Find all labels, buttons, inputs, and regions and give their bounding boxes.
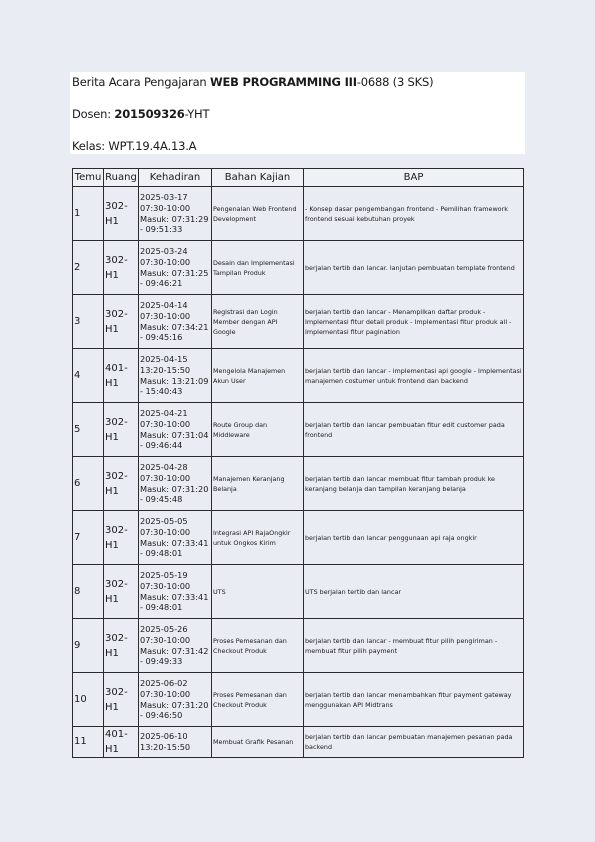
attendance-date: 2025-04-14 <box>140 300 188 311</box>
attendance <box>139 295 212 349</box>
column-header-bahan-kajian: Bahan Kajian <box>212 169 304 187</box>
meeting-number: 2 <box>73 241 104 295</box>
attendance <box>139 619 212 673</box>
teaching-record-table <box>72 168 524 758</box>
room: 401-H1 <box>104 727 139 758</box>
attendance <box>139 457 212 511</box>
room: 302-H1 <box>104 673 139 727</box>
study-topic: Manajemen Keranjang Belanja <box>212 457 304 511</box>
attendance-date: 2025-03-17 <box>140 192 188 203</box>
attendance-time: 13:20-15:50 <box>140 364 191 375</box>
class-line: Kelas: WPT.19.4A.13.A <box>72 139 197 153</box>
study-topic: Proses Pemesanan dan Checkout Produk <box>212 673 304 727</box>
meeting-number: 9 <box>73 619 104 673</box>
meeting-number: 4 <box>73 349 104 403</box>
attendance-date: 2025-04-15 <box>140 354 188 365</box>
attendance-date: 2025-04-28 <box>140 462 188 473</box>
study-topic: Proses Pemesanan dan Checkout Produk <box>212 619 304 673</box>
attendance-masuk: Masuk: 07:34:21 - 09:45:16 <box>140 321 209 343</box>
table-row <box>73 727 524 758</box>
table-row <box>73 673 524 727</box>
attendance-date: 2025-06-02 <box>140 678 188 689</box>
attendance-date: 2025-05-19 <box>140 570 188 581</box>
room: 401-H1 <box>104 349 139 403</box>
room: 302-H1 <box>104 511 139 565</box>
study-topic: Registrasi dan Login Member dengan API Google <box>212 295 304 349</box>
attendance-time: 07:30-10:00 <box>140 202 191 213</box>
attendance-masuk: Masuk: 07:33:41 - 09:48:01 <box>140 591 209 613</box>
teaching-report: berjalan tertib dan lancar membuat fitur tambah produk ke keranjang belanja dan tampilan keranjang belanja <box>304 457 524 511</box>
room: 302-H1 <box>104 403 139 457</box>
teaching-report: berjalan tertib dan lancar pembuatan fitur edit customer pada frontend <box>304 403 524 457</box>
teaching-report: berjalan tertib dan lancar menambahkan fitur payment gateway menggunakan API Midtrans <box>304 673 524 727</box>
attendance-time: 13:20-15:50 <box>140 742 191 752</box>
attendance-masuk: Masuk: 07:31:29 - 09:51:33 <box>140 213 209 235</box>
meeting-number: 7 <box>73 511 104 565</box>
attendance-time: 07:30-10:00 <box>140 634 191 645</box>
attendance-time: 07:30-10:00 <box>140 310 191 321</box>
attendance <box>139 565 212 619</box>
study-topic: Route Group dan Middleware <box>212 403 304 457</box>
attendance-date: 2025-03-24 <box>140 246 188 257</box>
attendance-masuk: Masuk: 13:21:09 - 15:40:43 <box>140 375 209 397</box>
teaching-report: berjalan tertib dan lancar - implementasi api google - Implementasi manajemen costumer untuk frontend dan backend <box>304 349 524 403</box>
meeting-number: 5 <box>73 403 104 457</box>
attendance-masuk: Masuk: 07:31:04 - 09:46:44 <box>140 429 209 451</box>
attendance-date: 2025-05-05 <box>140 516 188 527</box>
attendance <box>139 727 212 758</box>
meeting-number: 1 <box>73 187 104 241</box>
study-topic: Mengelola Manajemen Akun User <box>212 349 304 403</box>
table-row <box>73 403 524 457</box>
room: 302-H1 <box>104 619 139 673</box>
teaching-report: berjalan tertib dan lancar. lanjutan pembuatan template frontend <box>304 241 524 295</box>
column-header-kehadiran: Kehadiran <box>139 169 212 187</box>
room: 302-H1 <box>104 457 139 511</box>
table-row <box>73 349 524 403</box>
column-header-ruang: Ruang <box>104 169 139 187</box>
room: 302-H1 <box>104 187 139 241</box>
attendance-masuk: Masuk: 07:31:20 - 09:45:48 <box>140 483 209 505</box>
teaching-report: berjalan tertib dan lancar pembuatan manajemen pesanan pada backend <box>304 727 524 758</box>
table-header-row <box>73 169 524 187</box>
lecturer-line: Dosen: 201509326-YHT <box>72 107 210 121</box>
attendance-time: 07:30-10:00 <box>140 688 191 699</box>
attendance-masuk: Masuk: 07:31:25 - 09:46:21 <box>140 267 209 289</box>
study-topic: Desain dan Implementasi Tampilan Produk <box>212 241 304 295</box>
attendance <box>139 241 212 295</box>
study-topic: Pengenalan Web Frontend Development <box>212 187 304 241</box>
attendance <box>139 511 212 565</box>
meeting-number: 3 <box>73 295 104 349</box>
lecturer-id: 201509326 <box>114 107 185 121</box>
document-header <box>70 72 525 154</box>
attendance-date: 2025-06-10 <box>140 731 188 742</box>
room: 302-H1 <box>104 241 139 295</box>
teaching-report: - Konsep dasar pengembangan frontend - Pemilihan framework frontend sesuai kebutuhan proyek <box>304 187 524 241</box>
table-row <box>73 619 524 673</box>
column-header-temu: Temu <box>73 169 104 187</box>
attendance <box>139 673 212 727</box>
attendance-time: 07:30-10:00 <box>140 418 191 429</box>
table-row <box>73 457 524 511</box>
attendance-time: 07:30-10:00 <box>140 580 191 591</box>
attendance-time: 07:30-10:00 <box>140 256 191 267</box>
table-row <box>73 565 524 619</box>
meeting-number: 6 <box>73 457 104 511</box>
table-row <box>73 241 524 295</box>
teaching-report: berjalan tertib dan lancar - Menampilkan daftar produk - Implementasi fitur detail produk - Implementasi fitur produk all - Implementasi fitur pagination <box>304 295 524 349</box>
column-header-bap: BAP <box>304 169 524 187</box>
attendance <box>139 187 212 241</box>
meeting-number: 8 <box>73 565 104 619</box>
attendance-time: 07:30-10:00 <box>140 472 191 483</box>
study-topic: UTS <box>212 565 304 619</box>
attendance-date: 2025-05-26 <box>140 624 188 635</box>
attendance-masuk: Masuk: 07:31:42 - 09:49:33 <box>140 645 209 667</box>
attendance <box>139 403 212 457</box>
meeting-number: 10 <box>73 673 104 727</box>
study-topic: Integrasi API RajaOngkir untuk Ongkos Kirim <box>212 511 304 565</box>
table-row <box>73 295 524 349</box>
teaching-report: berjalan tertib dan lancar penggunaan api raja ongkir <box>304 511 524 565</box>
teaching-report: UTS berjalan tertib dan lancar <box>304 565 524 619</box>
room: 302-H1 <box>104 295 139 349</box>
teaching-report: berjalan tertib dan lancar - membuat fitur pilih pengiriman - membuat fitur pilih payment <box>304 619 524 673</box>
attendance-masuk: Masuk: 07:33:41 - 09:48:01 <box>140 537 209 559</box>
attendance-masuk: Masuk: 07:31:20 - 09:46:50 <box>140 699 209 721</box>
attendance <box>139 349 212 403</box>
report-title: Berita Acara Pengajaran WEB PROGRAMMING III-0688 (3 SKS) <box>72 75 434 89</box>
table-row <box>73 187 524 241</box>
attendance-time: 07:30-10:00 <box>140 526 191 537</box>
course-name: WEB PROGRAMMING III <box>209 75 357 89</box>
study-topic: Membuat Grafik Pesanan <box>212 727 304 758</box>
attendance-date: 2025-04-21 <box>140 408 188 419</box>
room: 302-H1 <box>104 565 139 619</box>
table-row <box>73 511 524 565</box>
meeting-number: 11 <box>73 727 104 758</box>
